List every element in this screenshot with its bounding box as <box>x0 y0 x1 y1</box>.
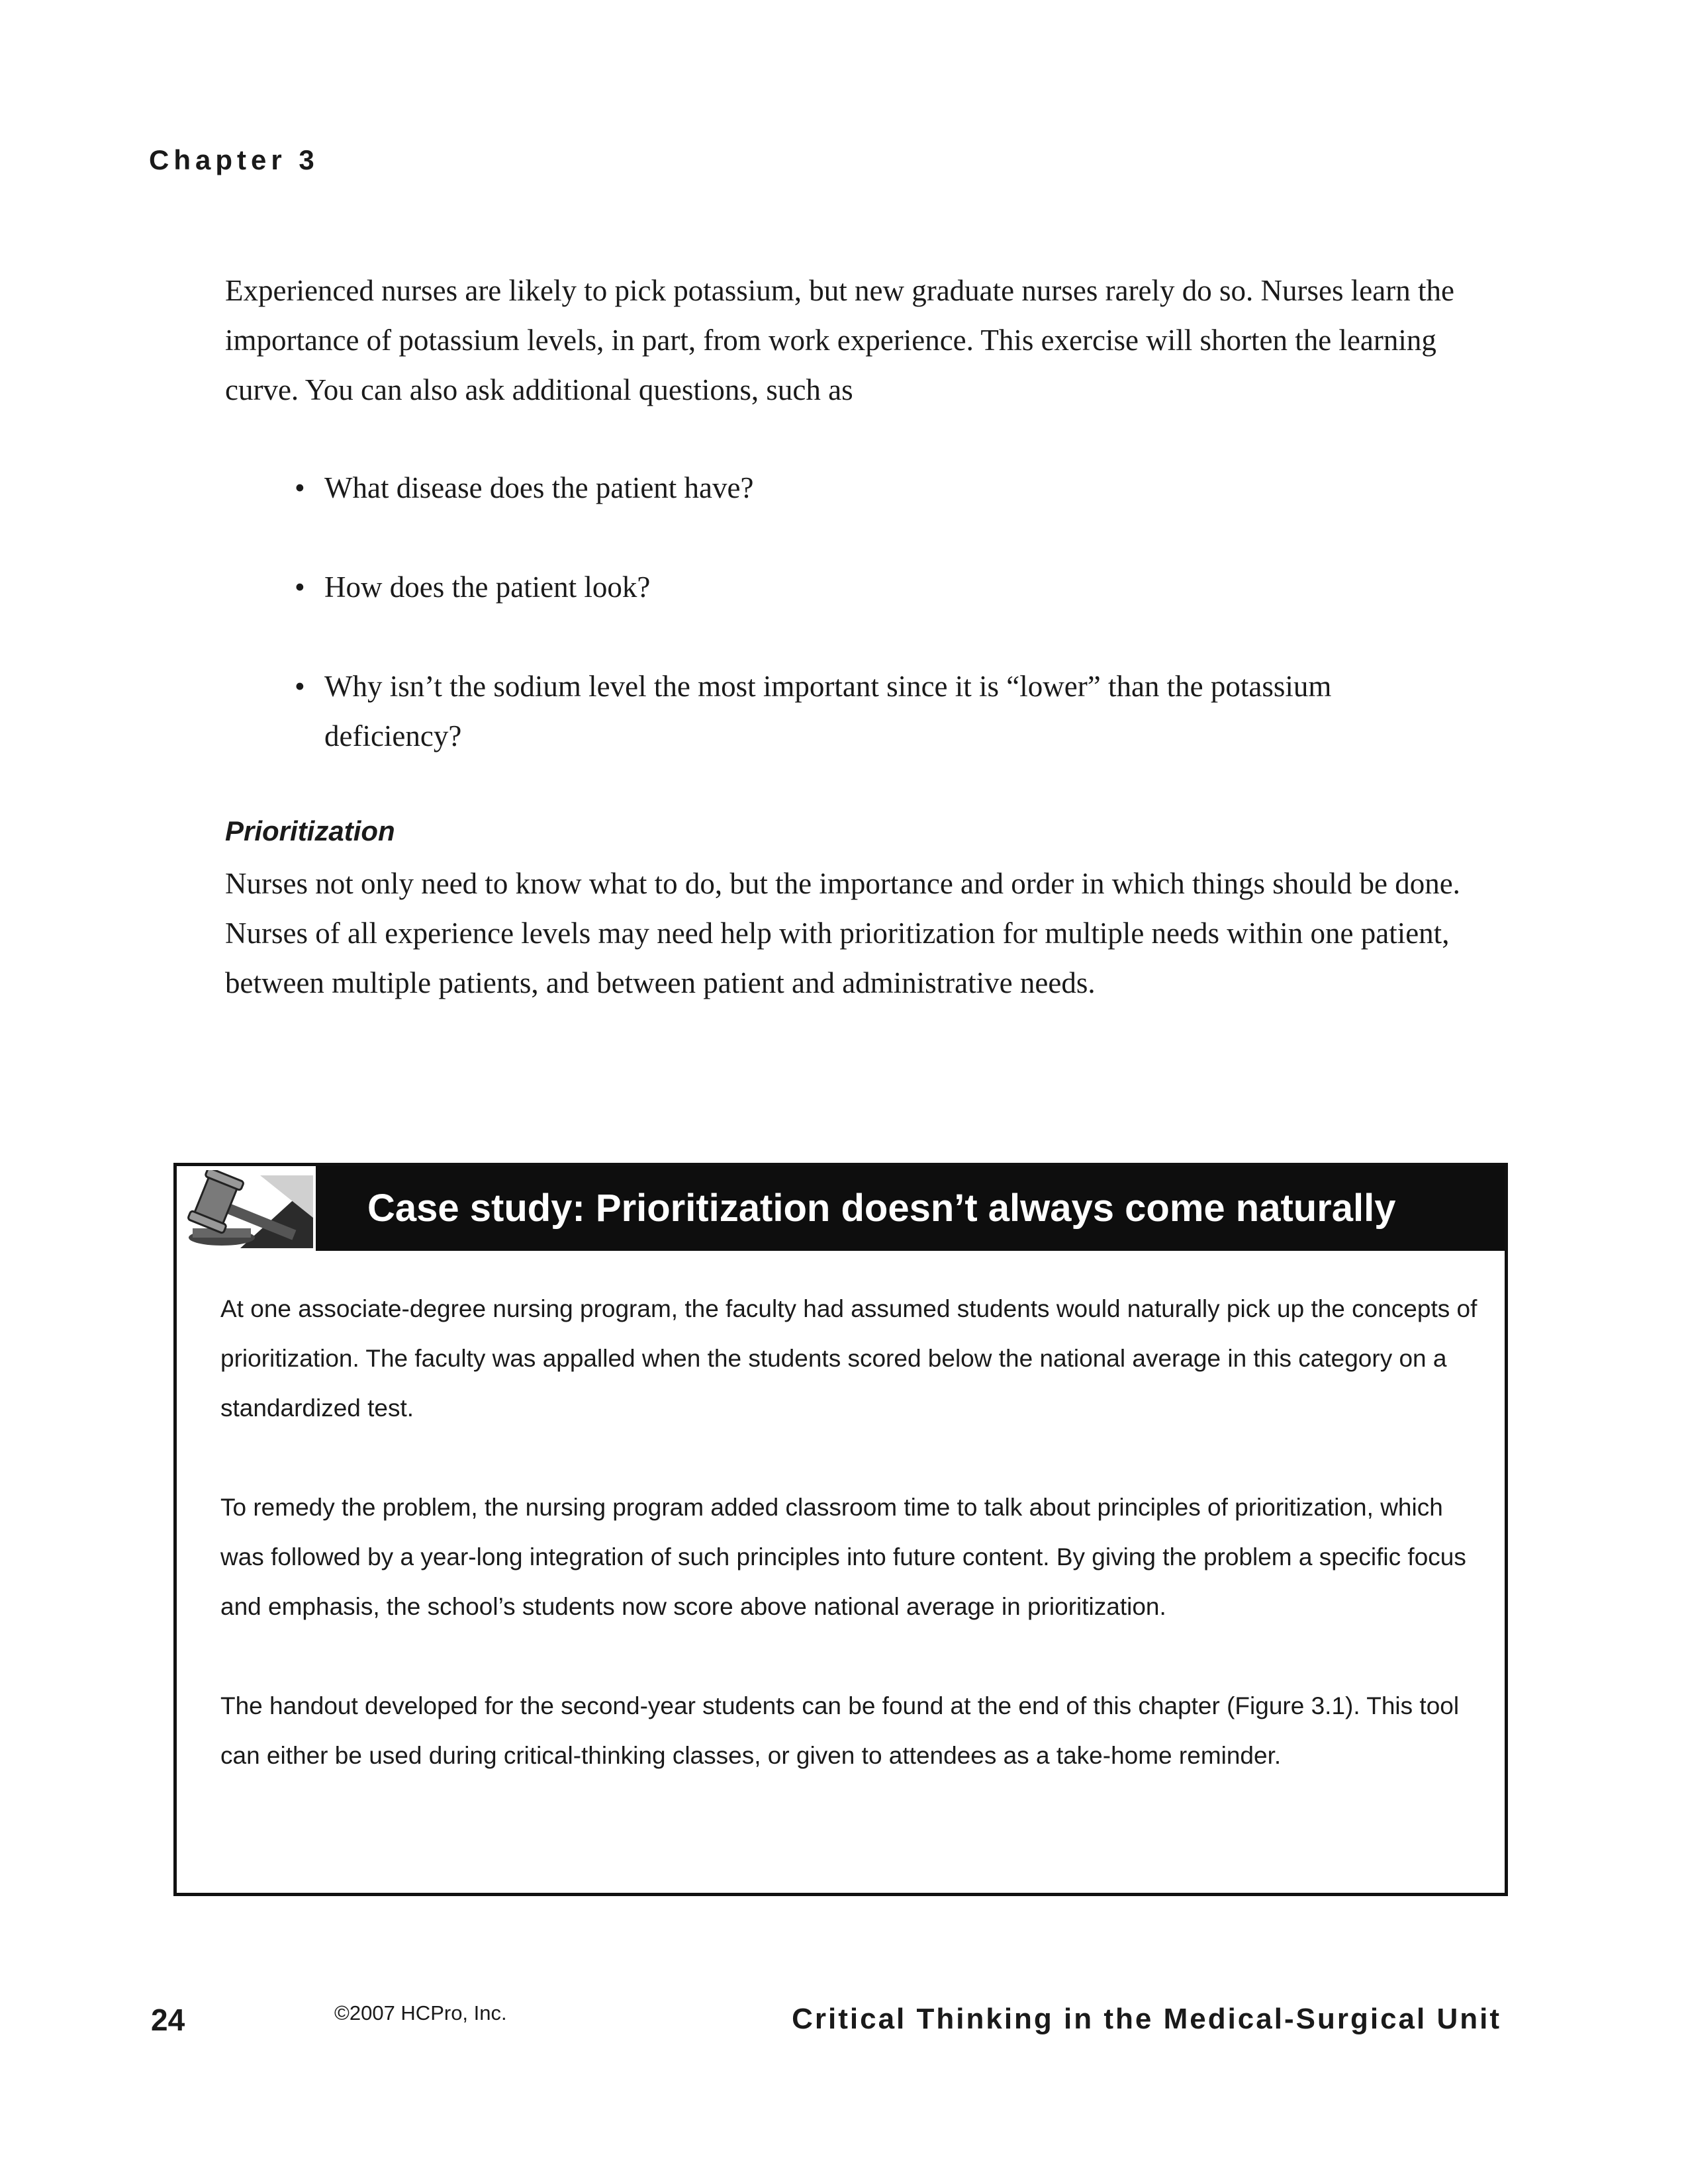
bullet-glyph: • <box>295 471 305 504</box>
list-item <box>295 463 1420 513</box>
case-study-body <box>220 1284 1478 1780</box>
case-study-paragraph: At one associate-degree nursing program, the faculty had assumed students would naturally pick up the concepts of prioritization. The faculty was appalled when the students scored below the national average in this category on a standardized test. <box>220 1295 1477 1422</box>
bullet-glyph: • <box>295 570 305 604</box>
list-item-text: How does the patient look? <box>324 570 651 604</box>
gavel-icon <box>181 1170 313 1250</box>
intro-paragraph: Experienced nurses are likely to pick potassium, but new graduate nurses rarely do so. Nurses learn the importance of potassium levels, in part, from work experience. This exercise will shorten the learning curve. You can also ask additional questions, such as <box>225 274 1454 406</box>
case-study-box <box>173 1163 1508 1896</box>
list-item <box>295 662 1420 761</box>
list-item-text: What disease does the patient have? <box>324 471 754 504</box>
question-list <box>295 463 1420 761</box>
copyright: ©2007 HCPro, Inc. <box>334 2001 507 2025</box>
case-study-paragraph: The handout developed for the second-year students can be found at the end of this chapter (Figure 3.1). This tool can either be used during critical-thinking classes, or given to attendees as a take-home reminder. <box>220 1692 1460 1769</box>
chapter-label: Chapter 3 <box>149 144 319 175</box>
page-number: 24 <box>151 2003 185 2037</box>
case-study-title: Case study: Prioritization doesn’t always come naturally <box>367 1187 1396 1230</box>
case-study-paragraph: To remedy the problem, the nursing program added classroom time to talk about principles of prioritization, which was followed by a year-long integration of such principles into future content. By giving the problem a specific focus and emphasis, the school’s students now score above national average in prioritization. <box>220 1494 1466 1620</box>
case-study-header <box>177 1166 1505 1251</box>
list-item <box>295 563 1420 612</box>
book-title: Critical Thinking in the Medical-Surgical Unit <box>792 2003 1501 2035</box>
section-paragraph: Nurses not only need to know what to do, but the importance and order in which things should be done. Nurses of all experience levels may need help with prioritization for multiple needs within one patient, between multiple patients, and between patient and administrative needs. <box>225 867 1460 999</box>
bullet-glyph: • <box>295 670 305 703</box>
section-heading: Prioritization <box>225 815 395 846</box>
list-item-text: Why isn’t the sodium level the most important since it is “lower” than the potassium deficiency? <box>324 670 1332 752</box>
